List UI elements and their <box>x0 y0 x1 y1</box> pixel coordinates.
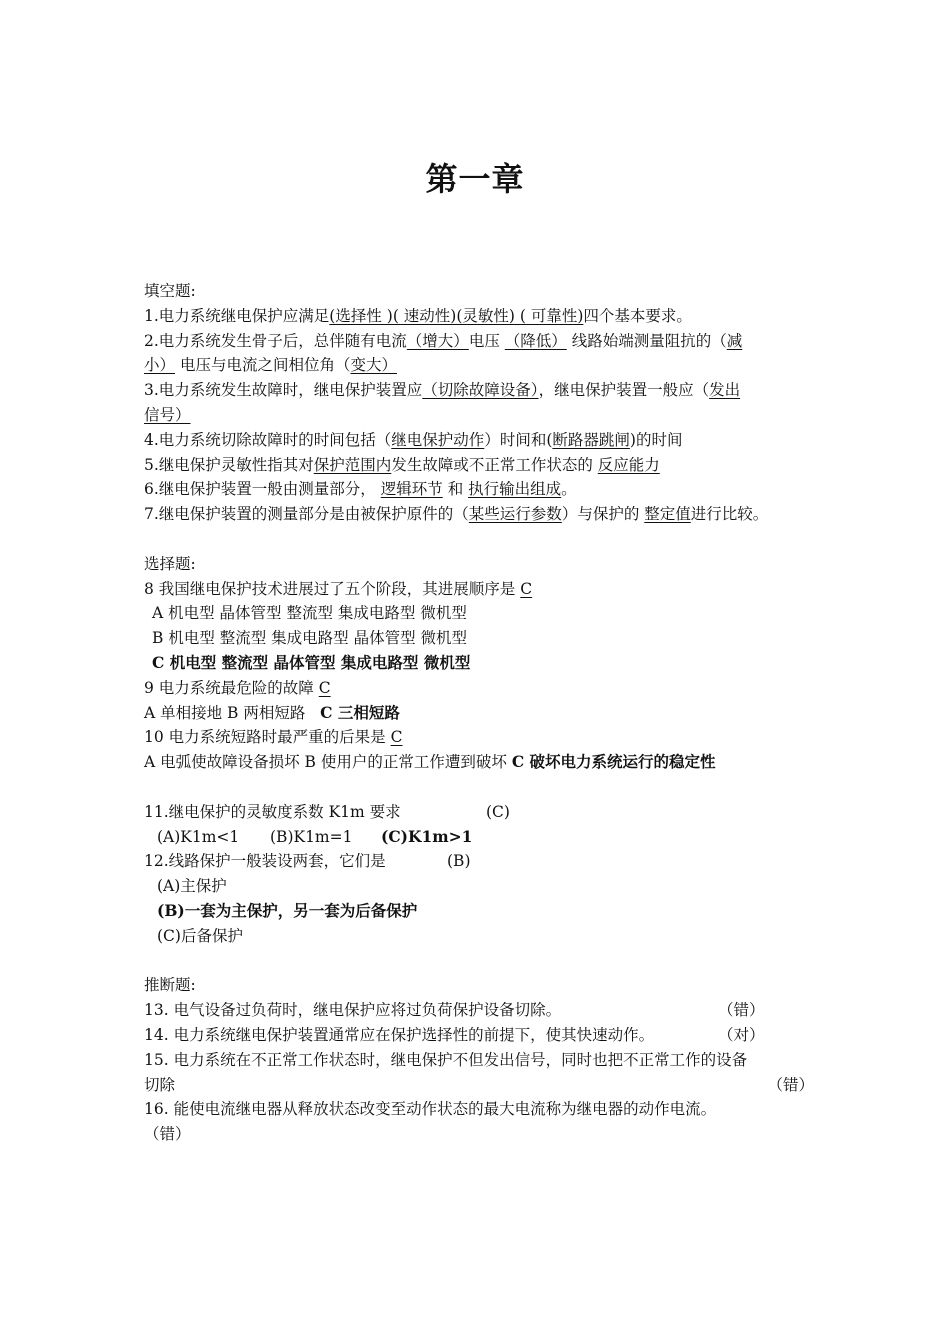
question-16-line-2: （错） <box>144 1125 191 1144</box>
question-10-options: A 电弧使故障设备损坏 B 使用户的正常工作遭到破坏 C 破坏电力系统运行的稳定性 <box>144 752 716 772</box>
question-3-line-2: 信号） <box>144 405 191 424</box>
question-12-option-a: (A)主保护 <box>157 877 227 896</box>
choice-heading: 选择题: <box>144 554 196 573</box>
question-9-options: A 单相接地 B 两相短路 C 三相短路 <box>144 702 400 722</box>
judge-heading: 推断题: <box>144 976 196 995</box>
question-1: 1.电力系统继电保护应满足(选择性 )( 速动性)(灵敏性) ( 可靠性)四个基本要求。 <box>144 306 692 325</box>
question-8-option-b: B 机电型 整流型 集成电路型 晶体管型 微机型 <box>152 629 468 648</box>
fill-heading: 填空题: <box>144 282 196 300</box>
question-16-line-1: 16. 能使电流继电器从释放状态改变至动作状态的最大电流称为继电器的动作电流。 <box>144 1100 717 1119</box>
question-15-line-2: 切除 （错） <box>144 1075 814 1094</box>
question-4: 4.电力系统切除故障时的时间包括（继电保护动作）时间和(断路器跳闸)的时间 <box>144 430 683 449</box>
question-15-line-1: 15. 电力系统在不正常工作状态时，继电保护不但发出信号，同时也把不正常工作的设备 <box>144 1050 748 1069</box>
question-8: 8 我国继电保护技术进展过了五个阶段，其进展顺序是 C <box>144 579 533 598</box>
chapter-title: 第一章 <box>425 160 525 198</box>
question-13: 13. 电气设备过负荷时，继电保护应将过负荷保护设备切除。 （错） <box>144 1001 765 1020</box>
question-7: 7.继电保护装置的测量部分是由被保护原件的（某些运行参数）与保护的 整定值进行比较。 <box>144 505 769 524</box>
question-8-option-a: A 机电型 晶体管型 整流型 集成电路型 微机型 <box>152 604 467 623</box>
question-12-option-c: (C)后备保护 <box>157 926 243 945</box>
document-body <box>144 279 814 1147</box>
question-14: 14. 电力系统继电保护装置通常应在保护选择性的前提下，使其快速动作。 （对） <box>144 1025 765 1044</box>
question-3-line-1: 3.电力系统发生故障时，继电保护装置应（切除故障设备），继电保护装置一般应（发出 <box>144 381 741 400</box>
question-8-option-c: C 机电型 整流型 晶体管型 集成电路型 微机型 <box>152 652 471 672</box>
question-11-options: (A)K1m<1 (B)K1m=1 (C)K1m>1 <box>157 826 473 846</box>
question-6: 6.继电保护装置一般由测量部分， 逻辑环节 和 执行输出组成。 <box>144 480 577 499</box>
question-12-option-b: (B)一套为主保护，另一套为后备保护 <box>157 900 418 920</box>
question-12: 12.线路保护一般装设两套，它们是 (B) <box>144 852 471 871</box>
question-9: 9 电力系统最危险的故障 C <box>144 678 331 697</box>
question-11: 11.继电保护的灵敏度系数 K1m 要求 (C) <box>144 802 510 821</box>
question-2-line-2: 小） 电压与电流之间相位角（变大） <box>144 356 397 375</box>
question-2-line-1: 2.电力系统发生骨子后，总伴随有电流（增大）电压 （降低） 线路始端测量阻抗的（减 <box>144 331 743 350</box>
question-10: 10 电力系统短路时最严重的后果是 C <box>144 728 403 747</box>
question-5: 5.继电保护灵敏性指其对保护范围内发生故障或不正常工作状态的 反应能力 <box>144 455 660 474</box>
